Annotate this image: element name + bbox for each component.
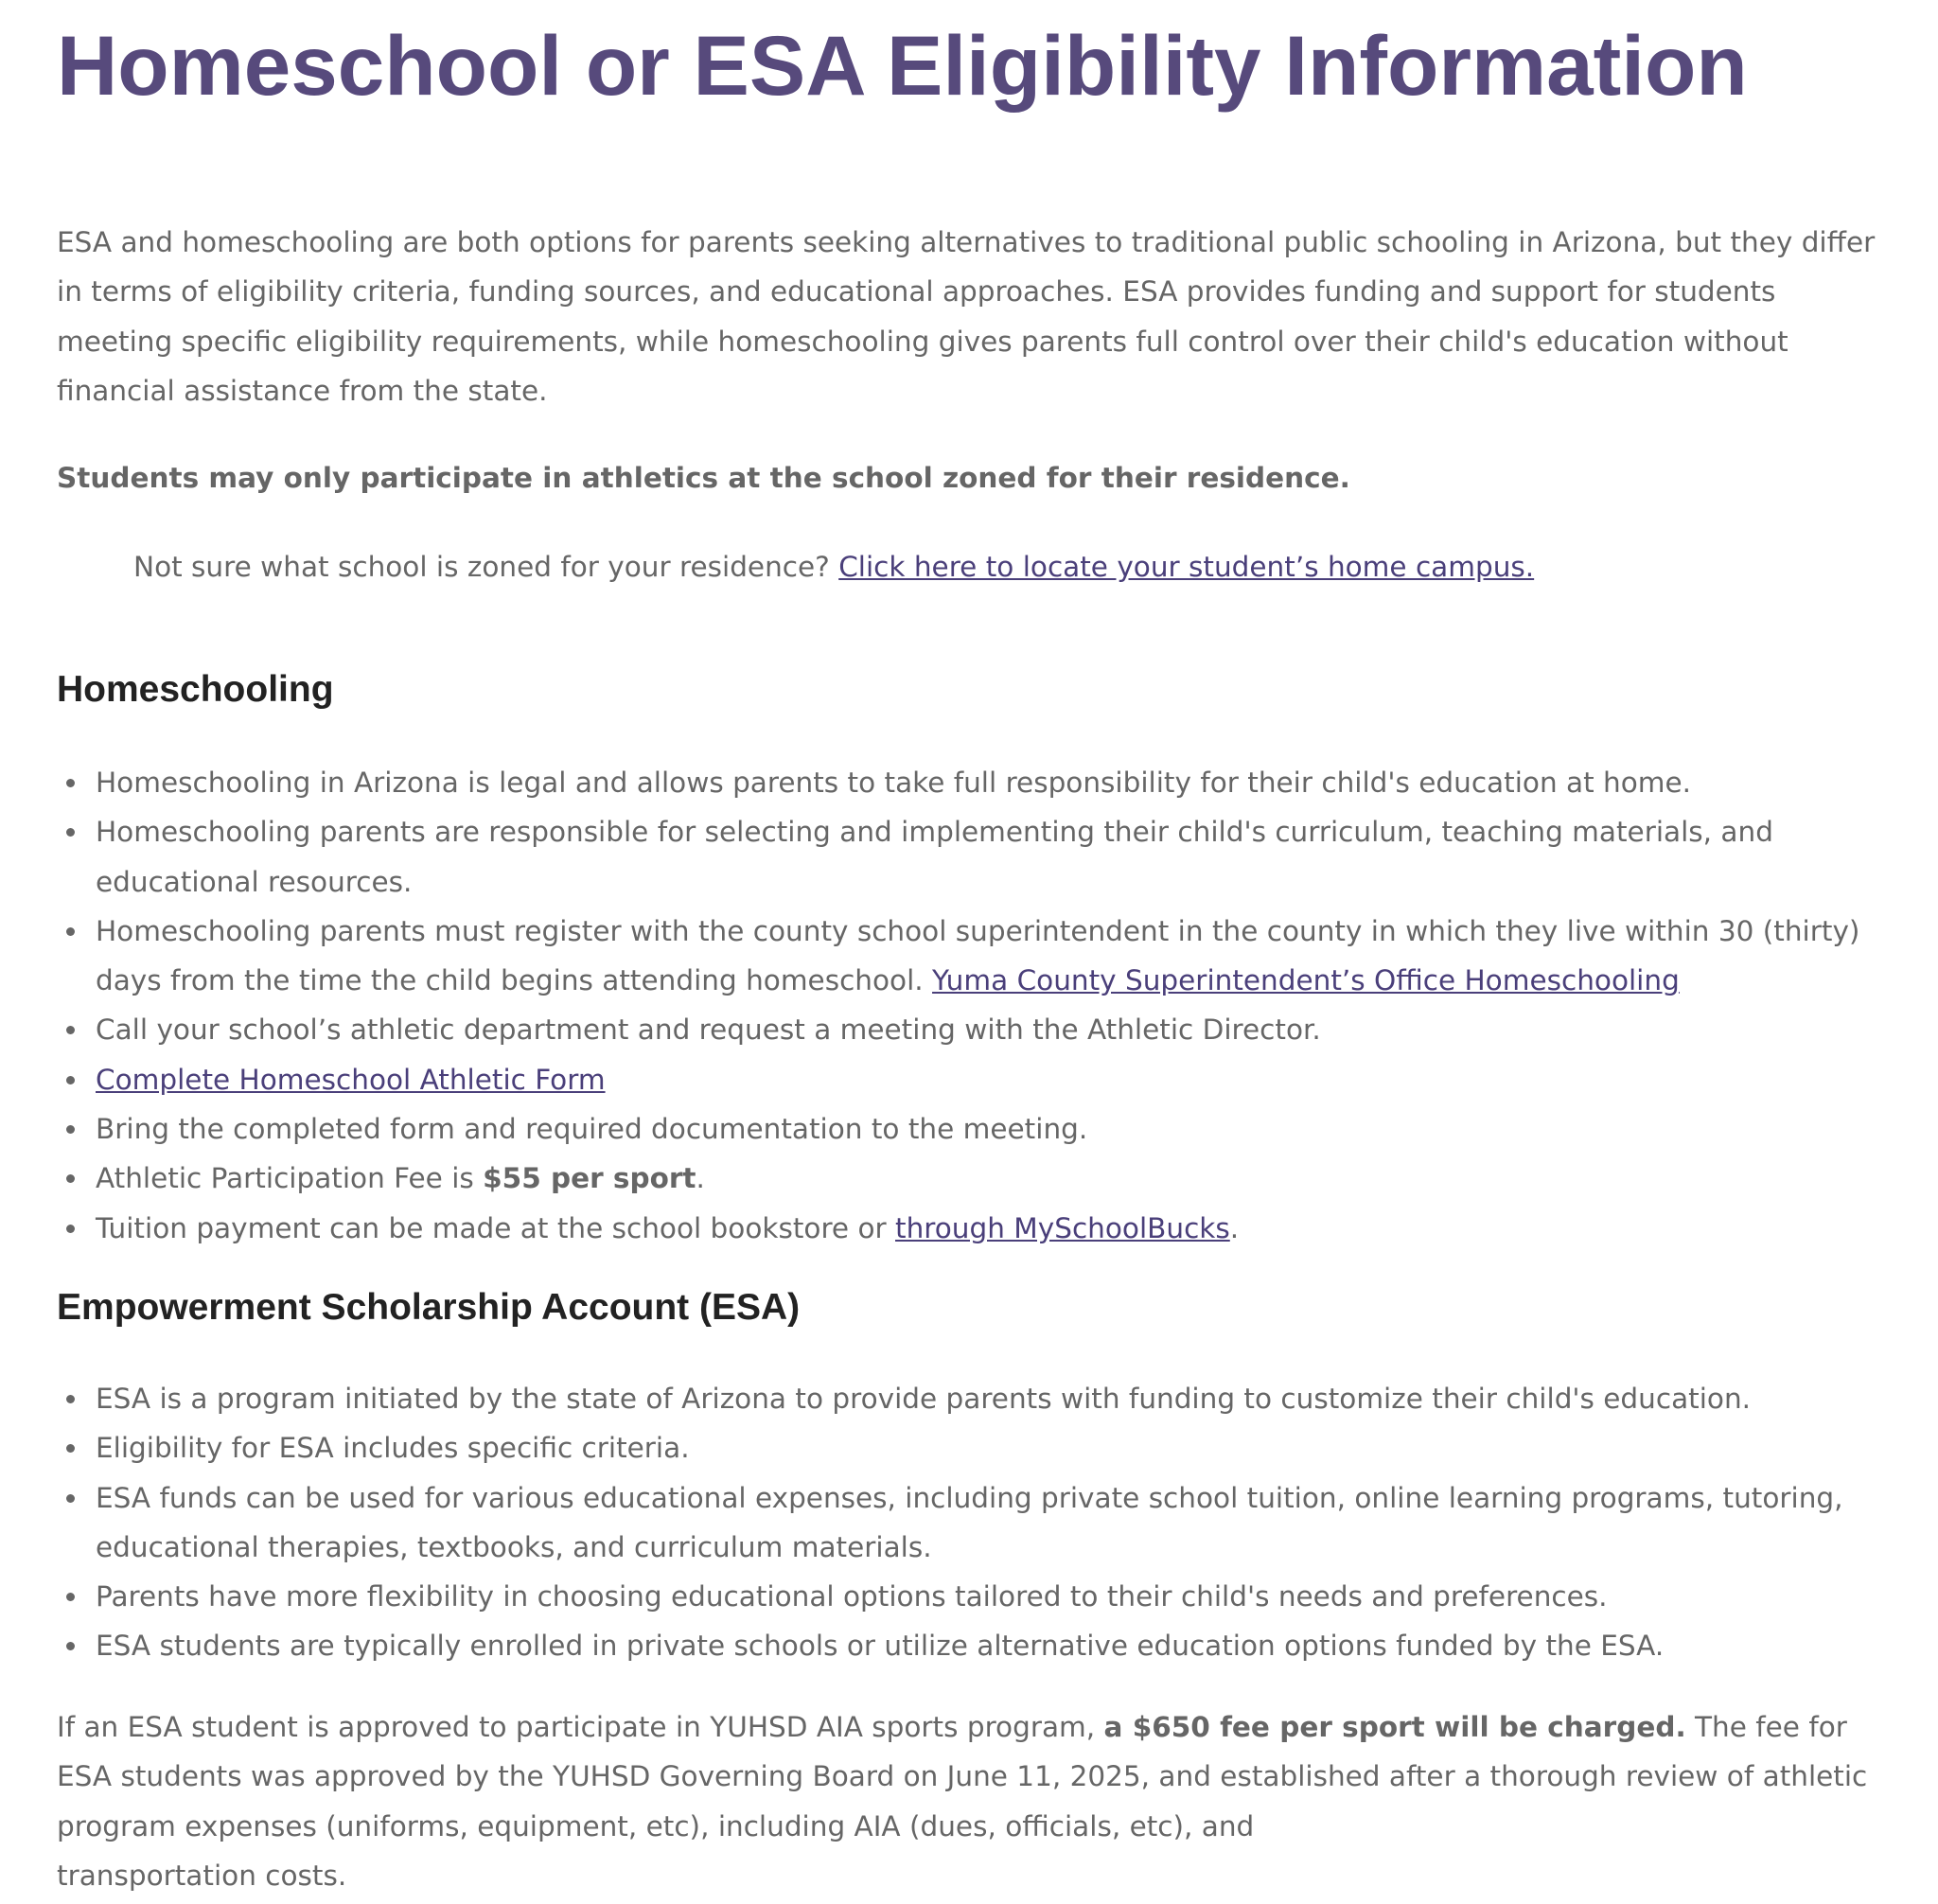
item-text-end: . xyxy=(696,1162,705,1195)
athletics-note: Students may only participate in athletics at the school zoned for their residence. xyxy=(57,462,1350,494)
item-text: Tuition payment can be made at the school bookstore or xyxy=(96,1211,896,1244)
list-item: ESA funds can be used for various educational expenses, including private school tuition, online learning programs, tutoring, educational therapies, textbooks, and curriculum materials. xyxy=(96,1473,1883,1573)
list-item xyxy=(96,1055,1883,1104)
item-text: Homeschooling parents are responsible for selecting and implementing their child's curriculum, teaching materials, and educational resources. xyxy=(96,816,1773,898)
esa-heading: Empowerment Scholarship Account (ESA) xyxy=(57,1287,801,1328)
item-text-end: . xyxy=(1229,1211,1240,1244)
list-item xyxy=(96,1005,1883,1054)
item-text: Bring the completed form and required documentation to the meeting. xyxy=(96,1113,1088,1146)
locate-home-campus-link[interactable]: Click here to locate your student’s home campus. xyxy=(838,551,1535,583)
list-item: Parents have more flexibility in choosing educational options tailored to their child's needs and preferences. xyxy=(96,1572,1883,1621)
item-text: Homeschooling parents must register with the county school superintendent in the county in which they live within 30 (thirty) days from the time the child begins attending homeschool. xyxy=(96,914,1860,997)
fee-text-last: transportation costs. xyxy=(57,1859,347,1892)
esa-list xyxy=(57,1374,1883,1671)
zone-question xyxy=(133,542,1534,591)
zone-text: Not sure what school is zoned for your residence? xyxy=(133,551,839,583)
homeschool-athletic-form-link[interactable]: Complete Homeschool Athletic Form xyxy=(96,1063,606,1096)
yuma-county-homeschooling-link[interactable]: Yuma County Superintendent’s Office Homeschooling xyxy=(932,964,1680,997)
list-item xyxy=(96,758,1883,807)
item-text: Call your school’s athletic department and request a meeting with the Athletic Director. xyxy=(96,1014,1321,1047)
myschoolbucks-link[interactable]: through MySchoolBucks xyxy=(895,1211,1230,1244)
list-item xyxy=(96,1154,1883,1203)
item-text: Homeschooling in Arizona is legal and allows parents to take full responsibility for their child's education at home. xyxy=(96,767,1692,799)
list-item xyxy=(96,1104,1883,1154)
fee-text-rest: The fee for ESA students was approved by the YUHSD Governing Board on June 11, 2025, and established after a thorough review of athletic program expenses (uniforms, equipment, etc), including AIA (dues, officials, etc), and xyxy=(57,1711,1868,1842)
esa-fee-paragraph xyxy=(57,1702,1883,1900)
list-item: ESA is a program initiated by the state of Arizona to provide parents with funding to customize their child's education. xyxy=(96,1374,1883,1423)
fee-amount: $55 per sport xyxy=(483,1162,696,1195)
list-item xyxy=(96,907,1883,1006)
page-title: Homeschool or ESA Eligibility Information xyxy=(57,18,1748,113)
homeschooling-heading: Homeschooling xyxy=(57,669,334,710)
list-item xyxy=(96,1204,1883,1253)
list-item: Eligibility for ESA includes specific criteria. xyxy=(96,1423,1883,1472)
list-item xyxy=(96,807,1883,907)
fee-bold: a $650 fee per sport will be charged. xyxy=(1103,1711,1686,1743)
intro-paragraph: ESA and homeschooling are both options for parents seeking alternatives to traditional public schooling in Arizona, but they differ in terms of eligibility criteria, funding sources, and educational approaches. ESA provides funding and support for students meeting specific eligibility requirements, while homeschooling gives parents full control over their child's education without financial assistance from the state. xyxy=(57,226,1876,407)
item-text: Athletic Participation Fee is xyxy=(96,1162,484,1195)
list-item: ESA students are typically enrolled in private schools or utilize alternative education options funded by the ESA. xyxy=(96,1621,1883,1670)
fee-text: If an ESA student is approved to participate in YUHSD AIA sports program, xyxy=(57,1711,1104,1743)
homeschooling-list xyxy=(57,758,1883,1253)
